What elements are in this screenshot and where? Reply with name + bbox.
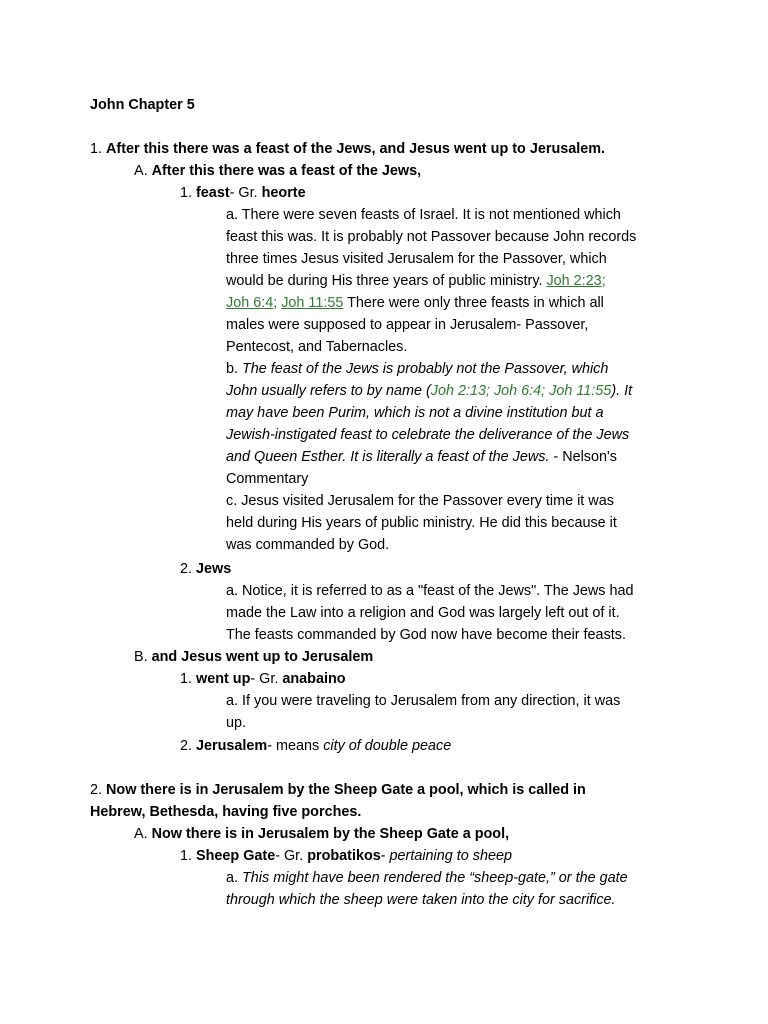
note-went-up-line-2: up. xyxy=(226,715,247,731)
subsection-letter: A. xyxy=(134,163,148,179)
note-label: a. xyxy=(226,583,239,599)
meaning-text: pertaining to sheep xyxy=(389,848,512,864)
subsection-phrase: After this there was a feast of the Jews, xyxy=(151,163,422,179)
scripture-references[interactable]: Joh 2:13; Joh 6:4; Joh 11:55 xyxy=(430,383,612,399)
greek-word: heorte xyxy=(261,185,306,201)
scripture-link-joh-11-55[interactable]: Joh 11:55 xyxy=(281,295,344,311)
note-sheep-gate-line-1 xyxy=(226,867,628,889)
note-c-line-2: held during His years of public ministry. He did this because it xyxy=(226,515,617,531)
note-label: a. xyxy=(226,870,239,886)
greek-word: anabaino xyxy=(282,671,346,687)
point-number: 2. xyxy=(180,561,193,577)
note-b-line-4: Jewish-instigated feast to celebrate the deliverance of the Jews xyxy=(226,427,630,443)
note-jews-line-2: made the Law into a religion and God was largely left out of it. xyxy=(226,605,620,621)
keyword: went up xyxy=(196,671,251,687)
note-text: would be during His three years of public ministry. xyxy=(226,273,543,289)
note-label: a. xyxy=(226,693,239,709)
note-sheep-gate-line-2: through which the sheep were taken into the city for sacrifice. xyxy=(226,892,616,908)
note-b-line-6: Commentary xyxy=(226,471,309,487)
keyword: feast xyxy=(196,185,230,201)
note-label: a. xyxy=(226,207,239,223)
point-sheep-gate xyxy=(180,845,512,867)
note-text: Notice, it is referred to as a "feast of the Jews". The Jews had xyxy=(242,583,634,599)
subsection-phrase: Now there is in Jerusalem by the Sheep Gate a pool, xyxy=(151,826,510,842)
point-number: 1. xyxy=(180,185,193,201)
note-text: There were only three feasts in which all xyxy=(347,295,604,311)
note-a-line-6: males were supposed to appear in Jerusalem- Passover, xyxy=(226,317,589,333)
point-jerusalem xyxy=(180,735,451,757)
note-a-line-2: feast this was. It is probably not Passover because John records xyxy=(226,229,637,245)
quote-source: - Nelson's xyxy=(553,449,617,465)
greek-prefix: - Gr. xyxy=(250,671,279,687)
quote-text: and Queen Esther. It is literally a feast of the Jews. xyxy=(226,449,550,465)
note-a-line-1 xyxy=(226,204,621,226)
note-text: If you were traveling to Jerusalem from any direction, it was xyxy=(242,693,621,709)
section-2-heading-line-1 xyxy=(90,779,586,801)
subsection-letter: B. xyxy=(134,649,148,665)
note-a-line-3: three times Jesus visited Jerusalem for the Passover, which xyxy=(226,251,607,267)
scripture-verse: Now there is in Jerusalem by the Sheep Gate a pool, which is called in xyxy=(106,782,586,798)
meaning-prefix: - xyxy=(380,848,386,864)
point-went-up xyxy=(180,668,346,690)
subsection-2a-heading xyxy=(134,823,509,845)
subsection-a-heading xyxy=(134,160,421,182)
greek-prefix: - Gr. xyxy=(229,185,258,201)
point-number: 1. xyxy=(180,671,193,687)
point-feast xyxy=(180,182,306,204)
point-number: 1. xyxy=(180,848,193,864)
note-text: There were seven feasts of Israel. It is not mentioned which xyxy=(241,207,621,223)
note-text: This might have been rendered the “sheep-gate,” or the gate xyxy=(242,870,628,886)
greek-word: probatikos xyxy=(307,848,381,864)
quote-text: John usually refers to by name ( xyxy=(226,383,431,399)
scripture-link-joh-6-4[interactable]: Joh 6:4 xyxy=(226,295,274,311)
quote-text: ). It xyxy=(611,383,633,399)
keyword: Jerusalem xyxy=(196,738,268,754)
note-a-line-5: Joh 6:4; Joh 11:55 There were only three feasts in which all xyxy=(226,295,604,311)
note-jews-line-3: The feasts commanded by God now have become their feasts. xyxy=(226,627,626,643)
note-label: c. xyxy=(226,493,238,509)
note-c-line-1 xyxy=(226,490,614,512)
note-a-line-4: would be during His three years of public ministry. Joh 2:23; xyxy=(226,273,606,289)
note-text: Jesus visited Jerusalem for the Passover every time it was xyxy=(241,493,614,509)
point-number: 2. xyxy=(180,738,193,754)
note-label: b. xyxy=(226,361,239,377)
note-jews-line-1 xyxy=(226,580,634,602)
section-number: 2. xyxy=(90,782,103,798)
section-1-heading xyxy=(90,138,605,160)
scripture-link-joh-2-23[interactable]: Joh 2:23 xyxy=(546,273,602,289)
quote-text: The feast of the Jews is probably not the Passover, which xyxy=(242,361,609,377)
note-b-line-3: may have been Purim, which is not a divine institution but a xyxy=(226,405,604,421)
subsection-letter: A. xyxy=(134,826,148,842)
keyword: Sheep Gate xyxy=(196,848,276,864)
point-jews xyxy=(180,558,231,580)
subsection-phrase: and Jesus went up to Jerusalem xyxy=(151,649,374,665)
note-b-line-2 xyxy=(226,380,632,402)
note-b-line-1 xyxy=(226,358,608,380)
note-a-line-7: Pentecost, and Tabernacles. xyxy=(226,339,408,355)
subsection-b-heading xyxy=(134,646,373,668)
note-c-line-3: was commanded by God. xyxy=(226,537,390,553)
meaning-text: city of double peace xyxy=(323,738,452,754)
section-number: 1. xyxy=(90,141,103,157)
note-b-line-5 xyxy=(226,446,617,468)
section-2-heading-line-2: Hebrew, Bethesda, having five porches. xyxy=(90,804,362,820)
scripture-verse: After this there was a feast of the Jews, and Jesus went up to Jerusalem. xyxy=(106,141,606,157)
greek-prefix: - Gr. xyxy=(275,848,304,864)
keyword: Jews xyxy=(196,561,232,577)
document-title: John Chapter 5 xyxy=(90,97,195,113)
meaning-prefix: - means xyxy=(267,738,320,754)
note-went-up-line-1 xyxy=(226,690,620,712)
